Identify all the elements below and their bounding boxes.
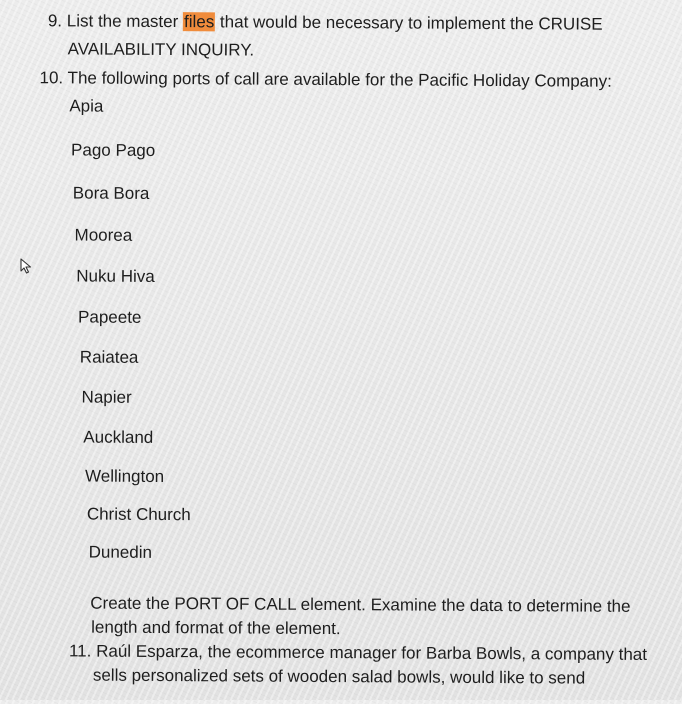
- port-item: Bora Bora: [72, 183, 150, 203]
- q11-line1: [69, 641, 647, 665]
- q9-number: 9.: [47, 11, 63, 31]
- q10-instruction-line1: Create the PORT OF CALL element. Examine the data to determine the: [90, 593, 631, 616]
- port-item: Papeete: [78, 307, 142, 327]
- q11-text-line1: Raúl Esparza, the ecommerce manager for Barba Bowls, a company that: [96, 641, 648, 664]
- q9-text-pre: List the master: [66, 11, 184, 32]
- port-item: Raiatea: [79, 347, 139, 367]
- q9-line2: AVAILABILITY INQUIRY.: [67, 39, 255, 60]
- q10-text: The following ports of call are available for the Pacific Holiday Company:: [67, 68, 612, 91]
- q10-instruction-line2: length and format of the element.: [91, 617, 341, 639]
- port-item: Nuku Hiva: [76, 266, 155, 286]
- q10-line: [39, 68, 611, 91]
- port-item: Apia: [69, 96, 104, 116]
- port-item: Auckland: [83, 427, 154, 447]
- mouse-pointer-icon: [20, 258, 34, 274]
- port-item: Christ Church: [86, 504, 191, 525]
- port-item: Moorea: [74, 225, 133, 245]
- q11-line2: sells personalized sets of wooden salad bowls, would like to send: [92, 665, 586, 688]
- q10-number: 10.: [39, 68, 64, 88]
- q9-text-post: that would be necessary to implement the CRUISE: [215, 12, 603, 34]
- q9-line1: [48, 11, 603, 34]
- q11-number: 11.: [68, 641, 92, 661]
- port-item: Pago Pago: [71, 140, 156, 160]
- port-item: Wellington: [85, 466, 165, 487]
- q9-highlighted-word: files: [183, 12, 215, 32]
- port-item: Napier: [81, 387, 132, 407]
- port-item: Dunedin: [88, 542, 153, 562]
